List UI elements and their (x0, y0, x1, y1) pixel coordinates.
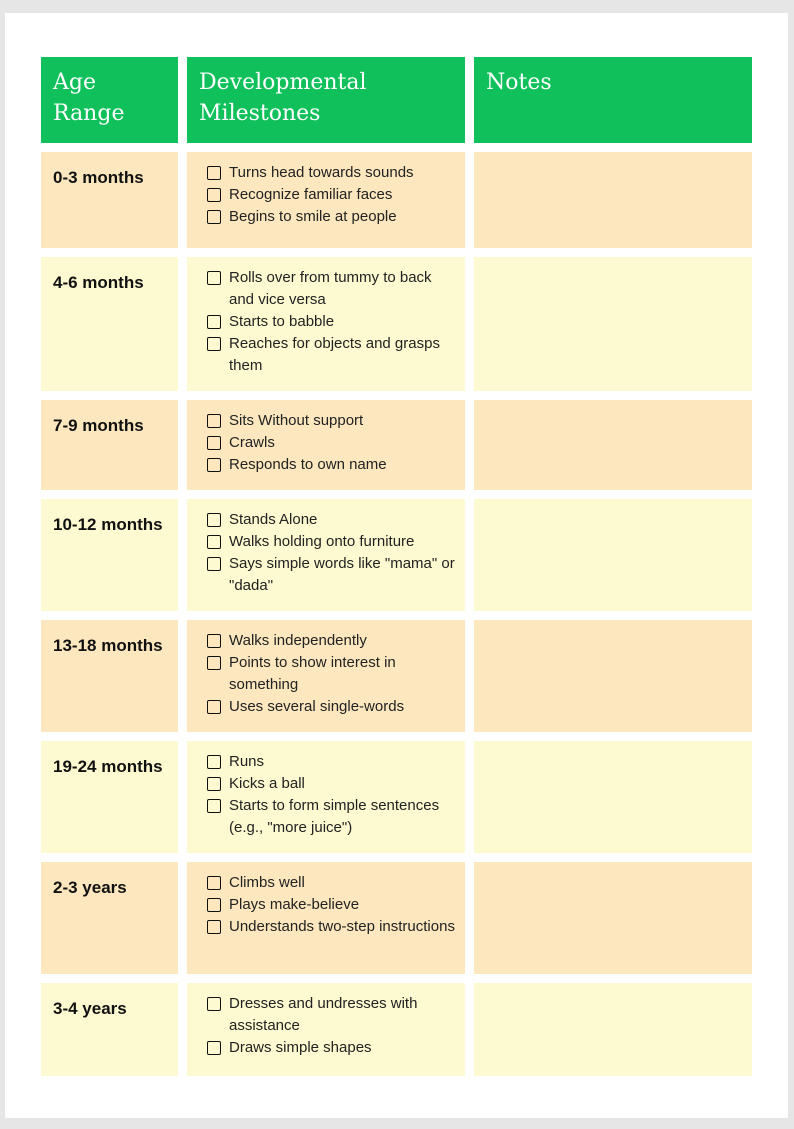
notes-cell[interactable] (474, 862, 752, 974)
table-header-row (41, 57, 752, 143)
header-notes: Notes (474, 57, 752, 143)
checkbox[interactable] (207, 1041, 221, 1055)
checkbox[interactable] (207, 188, 221, 202)
milestones-cell (187, 620, 465, 732)
milestone-text: Crawls (229, 434, 275, 451)
milestone-text: Kicks a ball (229, 775, 305, 792)
milestones-cell (187, 741, 465, 853)
milestone-item (207, 206, 455, 228)
notes-cell[interactable] (474, 620, 752, 732)
checkbox[interactable] (207, 414, 221, 428)
checkbox[interactable] (207, 557, 221, 571)
milestone-item (207, 162, 455, 184)
milestones-cell (187, 862, 465, 974)
document-page (5, 13, 788, 1118)
checkbox[interactable] (207, 210, 221, 224)
checkbox[interactable] (207, 799, 221, 813)
milestone-item (207, 333, 455, 377)
age-range-cell: 4-6 months (41, 257, 178, 391)
checkbox[interactable] (207, 755, 221, 769)
milestone-text: Runs (229, 753, 265, 770)
checkbox[interactable] (207, 997, 221, 1011)
table-row (41, 862, 752, 974)
milestone-text: Begins to smile at people (229, 208, 397, 225)
table-row (41, 983, 752, 1076)
age-range-cell: 19-24 months (41, 741, 178, 853)
header-age-range: Age Range (41, 57, 178, 143)
milestone-text: Uses several single-words (229, 698, 405, 715)
checkbox[interactable] (207, 876, 221, 890)
checkbox[interactable] (207, 337, 221, 351)
milestone-item (207, 531, 455, 553)
checkbox[interactable] (207, 458, 221, 472)
age-range-cell: 10-12 months (41, 499, 178, 611)
age-range-cell: 0-3 months (41, 152, 178, 248)
milestone-text: Climbs well (229, 874, 305, 891)
table-row (41, 257, 752, 391)
milestone-item (207, 993, 455, 1037)
milestone-text: Plays make-believe (229, 896, 360, 913)
milestone-text: Understands two-step instructions (229, 918, 455, 935)
milestone-item (207, 916, 455, 938)
milestone-item (207, 432, 455, 454)
checkbox[interactable] (207, 634, 221, 648)
age-range-cell: 2-3 years (41, 862, 178, 974)
table-row (41, 620, 752, 732)
notes-cell[interactable] (474, 499, 752, 611)
milestones-cell (187, 400, 465, 490)
checkbox[interactable] (207, 271, 221, 285)
checkbox[interactable] (207, 777, 221, 791)
milestone-item (207, 410, 455, 432)
milestone-item (207, 630, 455, 652)
milestone-item (207, 184, 455, 206)
milestone-text: Responds to own name (229, 456, 387, 473)
milestone-item (207, 872, 455, 894)
milestones-cell (187, 983, 465, 1076)
milestones-table (41, 57, 752, 1085)
milestone-item (207, 267, 455, 311)
milestone-text: Turns head towards sounds (229, 164, 414, 181)
milestone-text: Recognize familiar faces (229, 186, 393, 203)
milestone-text: Sits Without support (229, 412, 364, 429)
milestone-item (207, 751, 455, 773)
checkbox[interactable] (207, 436, 221, 450)
checkbox[interactable] (207, 656, 221, 670)
checkbox[interactable] (207, 513, 221, 527)
table-row (41, 152, 752, 248)
checkbox[interactable] (207, 315, 221, 329)
milestone-item (207, 509, 455, 531)
milestones-cell (187, 499, 465, 611)
milestone-text: Walks independently (229, 632, 367, 649)
checkbox[interactable] (207, 166, 221, 180)
checkbox[interactable] (207, 898, 221, 912)
milestone-item (207, 773, 455, 795)
notes-cell[interactable] (474, 983, 752, 1076)
milestone-item (207, 696, 455, 718)
age-range-cell: 3-4 years (41, 983, 178, 1076)
milestone-text: Dresses and undresses with assistance (229, 995, 418, 1034)
milestone-text: Draws simple shapes (229, 1039, 372, 1056)
milestone-text: Starts to form simple sentences (e.g., "more juice") (229, 797, 440, 836)
header-developmental-milestones: Developmental Milestones (187, 57, 465, 143)
notes-cell[interactable] (474, 257, 752, 391)
milestone-text: Reaches for objects and grasps them (229, 335, 440, 374)
milestone-text: Starts to babble (229, 313, 335, 330)
milestone-item (207, 311, 455, 333)
age-range-cell: 13-18 months (41, 620, 178, 732)
milestone-text: Stands Alone (229, 511, 318, 528)
notes-cell[interactable] (474, 741, 752, 853)
milestones-cell (187, 152, 465, 248)
checkbox[interactable] (207, 920, 221, 934)
checkbox[interactable] (207, 700, 221, 714)
milestone-text: Rolls over from tummy to back and vice versa (229, 269, 432, 308)
milestone-text: Says simple words like "mama" or "dada" (229, 555, 455, 594)
milestone-item (207, 553, 455, 597)
milestone-item (207, 1037, 455, 1059)
milestone-text: Points to show interest in something (229, 654, 396, 693)
milestone-item (207, 795, 455, 839)
table-row (41, 499, 752, 611)
milestone-text: Walks holding onto furniture (229, 533, 415, 550)
milestones-cell (187, 257, 465, 391)
milestone-item (207, 652, 455, 696)
milestone-item (207, 894, 455, 916)
notes-cell[interactable] (474, 400, 752, 490)
notes-cell[interactable] (474, 152, 752, 248)
table-row (41, 400, 752, 490)
checkbox[interactable] (207, 535, 221, 549)
table-row (41, 741, 752, 853)
milestone-item (207, 454, 455, 476)
age-range-cell: 7-9 months (41, 400, 178, 490)
